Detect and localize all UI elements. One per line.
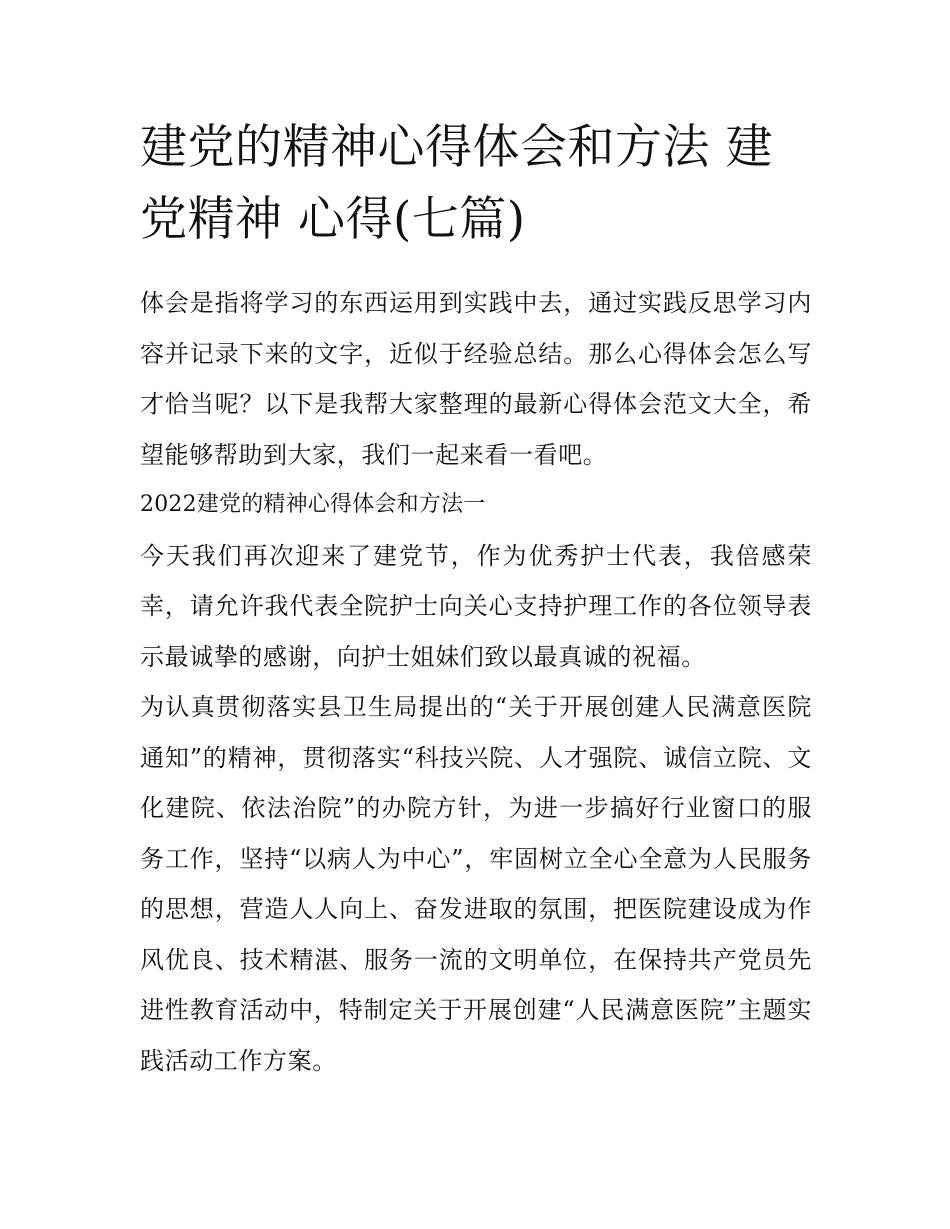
intro-paragraph: 体会是指将学习的东西运用到实践中去，通过实践反思学习内容并记录下来的文字，近似于经验总结。那么心得体会怎么写才恰当呢？以下是我帮大家整理的最新心得体会范文大全，希望能够帮助到大家，我们一起来看一看吧。 bbox=[140, 289, 812, 469]
body-paragraph-2: 为认真贯彻落实县卫生局提出的“关于开展创建人民满意医院通知”的精神，贯彻落实“科技兴院、人才强院、诚信立院、文化建院、依法治院”的办院方针，为进一步搞好行业窗口的服务工作，坚持“以病人为中心”，牢固树立全心全意为人民服务的思想，营造人人向上、奋发进取的氛围，把医院建设成为作风优良、技术精湛、服务一流的文明单位，在保持共产党员先进性教育活动中，特制定关于开展创建“人民满意医院”主题实践活动工作方案。 bbox=[140, 693, 812, 1075]
document-body bbox=[140, 278, 812, 1086]
section-heading: 2022建党的精神心得体会和方法一 bbox=[140, 492, 486, 517]
document-content bbox=[140, 112, 812, 1086]
document-title: 建党的精神心得体会和方法 建党精神 心得(七篇) bbox=[140, 120, 773, 247]
body-paragraph-1: 今天我们再次迎来了建党节，作为优秀护士代表，我倍感荣幸，请允许我代表全院护士向关心支持护理工作的各位领导表示最诚挚的感谢，向护士姐妹们致以最真诚的祝福。 bbox=[140, 541, 812, 671]
